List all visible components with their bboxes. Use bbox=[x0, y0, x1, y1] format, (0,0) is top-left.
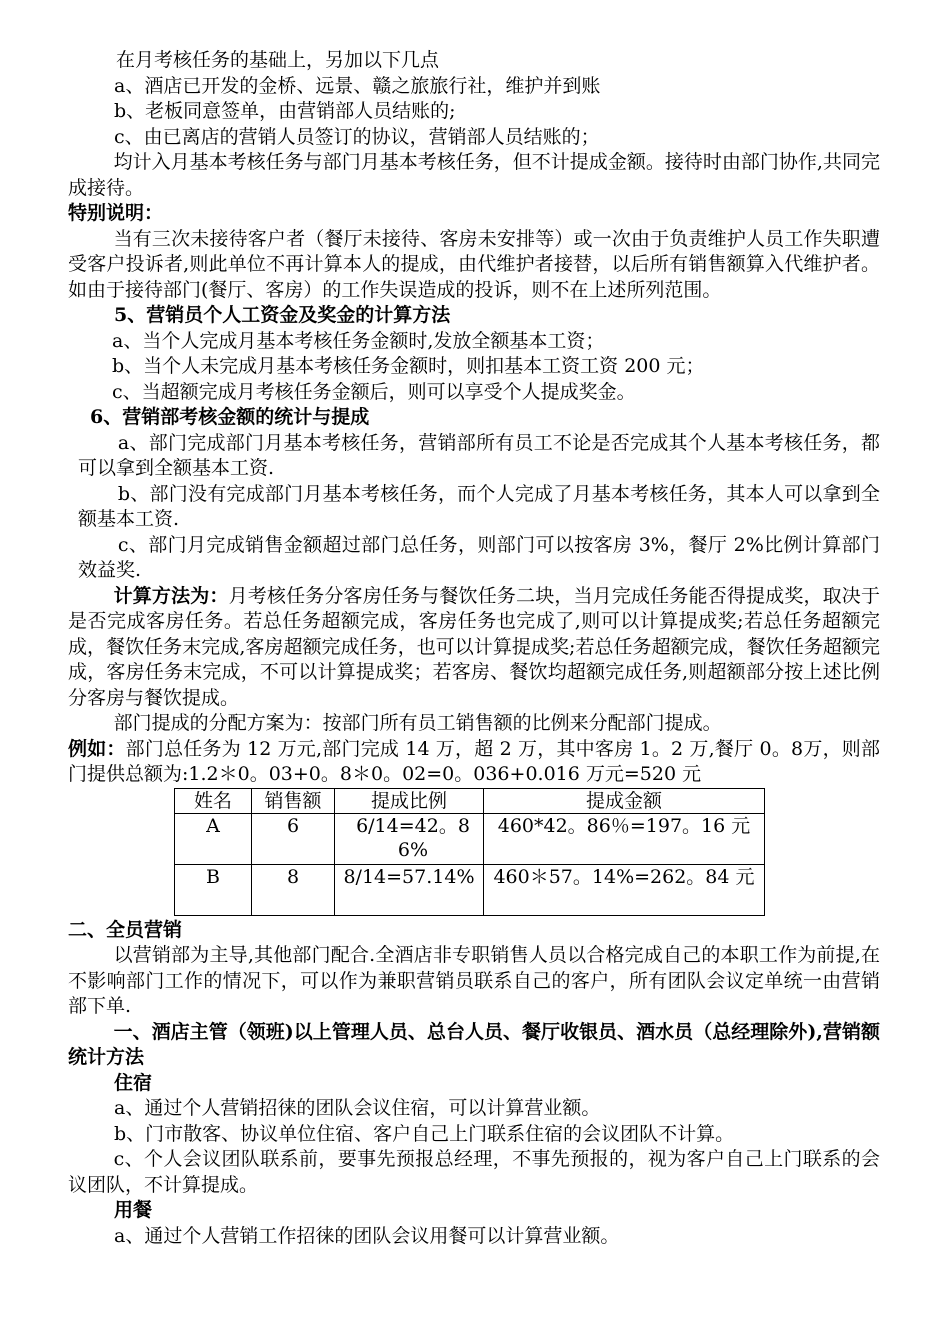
table-row bbox=[175, 864, 765, 915]
method-text: 月考核任务分客房任务与餐饮任务二块，当月完成任务能否得提成奖，取决于是否完成客房任务。若总任务超额完成，客房任务也完成了,则可以计算提成奖;若总任务超额完成，餐饮任务末完成,客房超额完成任务，也可以计算提成奖;若总任务超额完成，餐饮任务超额完成，客房任务末完成，不可以计算提成奖；若客房、餐饮均超额完成任务,则超额部分按上述比例分客房与餐饮提成。 bbox=[68, 584, 880, 709]
paragraph: 均计入月基本考核任务与部门月基本考核任务，但不计提成金额。接待时由部门协作,共同完成接待。 bbox=[68, 151, 880, 199]
example-paragraph bbox=[68, 737, 880, 788]
list-item: a、当个人完成月基本考核任务金额时,发放全额基本工资； bbox=[112, 329, 605, 352]
commission-table bbox=[174, 788, 765, 916]
table-cell: 6/14=42。86% bbox=[335, 813, 484, 864]
table-cell: A bbox=[175, 813, 252, 864]
section-6-heading: 6、营销部考核金额的统计与提成 bbox=[90, 406, 370, 428]
table-header-cell: 销售额 bbox=[252, 788, 335, 813]
table-header-row bbox=[175, 788, 765, 813]
dining-heading: 用餐 bbox=[114, 1199, 153, 1221]
list-item: b、当个人未完成月基本考核任务金额时，则扣基本工资工资 200 元； bbox=[112, 355, 705, 377]
list-item: b、门市散客、协议单位住宿、客户自己上门联系住宿的会议团队不计算。 bbox=[114, 1122, 735, 1145]
section-5-heading: 5、营销员个人工资金及奖金的计算方法 bbox=[114, 304, 451, 326]
table-header-cell: 提成金额 bbox=[484, 788, 765, 813]
table-cell: 8 bbox=[252, 864, 335, 915]
example-text: 部门总任务为 12 万元,部门完成 14 万，超 2 万，其中客房 1。2 万,餐厅 0。8万，则部门提供总额为:1.2＊0。03+0。8＊0。02=0。036+0.016 万元=520 元 bbox=[68, 737, 880, 785]
special-heading: 特别说明： bbox=[68, 202, 164, 224]
method-label: 计算方法为： bbox=[113, 584, 229, 607]
table-cell: B bbox=[175, 864, 252, 915]
table-cell: 6 bbox=[252, 813, 335, 864]
table-header-cell: 提成比例 bbox=[335, 788, 484, 813]
list-item: c、个人会议团队联系前，要事先预报总经理，不事先预报的，视为客户自己上门联系的会议团队，不计算提成。 bbox=[68, 1148, 880, 1196]
lodging-heading: 住宿 bbox=[114, 1071, 153, 1094]
table-cell: 460*42。86％=197。16 元 bbox=[484, 813, 765, 864]
list-item: c、部门月完成销售金额超过部门总任务，则部门可以按客房 3%，餐厅 2%比例计算部门效益奖. bbox=[78, 533, 880, 581]
special-text: 当有三次未接待客户者（餐厅未接待、客房未安排等）或一次由于负责维护人员工作失职遭受客户投诉者,则此单位不再计算本人的提成，由代维护者接替，以后所有销售额算入代维护者。如由于接待部门(餐厅、客房）的工作失误造成的投诉，则不在上述所列范围。 bbox=[68, 227, 880, 301]
part-2-heading: 二、全员营销 bbox=[68, 918, 183, 941]
list-item: c、当超额完成月考核任务金额后，则可以享受个人提成奖金。 bbox=[112, 380, 636, 403]
table-cell: 8/14=57.14% bbox=[335, 864, 484, 915]
intro-line: 在月考核任务的基础上，另加以下几点 bbox=[116, 49, 440, 71]
part-2-subheading: 一、酒店主管（领班)以上管理人员、总台人员、餐厅收银员、酒水员（总经理除外),营销额统计方法 bbox=[68, 1020, 880, 1068]
method-paragraph bbox=[68, 584, 880, 712]
table-header-cell: 姓名 bbox=[175, 788, 252, 813]
distribution-paragraph: 部门提成的分配方案为：按部门所有员工销售额的比例来分配部门提成。 bbox=[113, 712, 722, 734]
list-item: a、通过个人营销招徕的团队会议住宿，可以计算营业额。 bbox=[114, 1097, 601, 1119]
document-page bbox=[68, 48, 880, 1249]
list-item: a、酒店已开发的金桥、远景、赣之旅旅行社，维护并到账 bbox=[114, 74, 601, 97]
list-item: c、由已离店的营销人员签订的协议，营销部人员结账的； bbox=[114, 125, 600, 148]
list-item: b、部门没有完成部门月基本考核任务，而个人完成了月基本考核任务，其本人可以拿到全额基本工资. bbox=[78, 482, 880, 530]
list-item: a、通过个人营销工作招徕的团队会议用餐可以计算营业额。 bbox=[114, 1224, 620, 1247]
list-item: a、部门完成部门月基本考核任务，营销部所有员工不论是否完成其个人基本考核任务，都可以拿到全额基本工资. bbox=[78, 431, 880, 479]
part-2-intro: 以营销部为主导,其他部门配合.全酒店非专职销售人员以合格完成自己的本职工作为前提,在不影响部门工作的情况下，可以作为兼职营销员联系自己的客户，所有团队会议定单统一由营销部下单. bbox=[68, 944, 880, 1017]
table-cell: 460＊57。14%=262。84 元 bbox=[484, 864, 765, 915]
list-item: b、老板同意签单，由营销部人员结账的; bbox=[114, 100, 456, 122]
table-row bbox=[175, 813, 765, 864]
example-label: 例如： bbox=[68, 737, 126, 760]
